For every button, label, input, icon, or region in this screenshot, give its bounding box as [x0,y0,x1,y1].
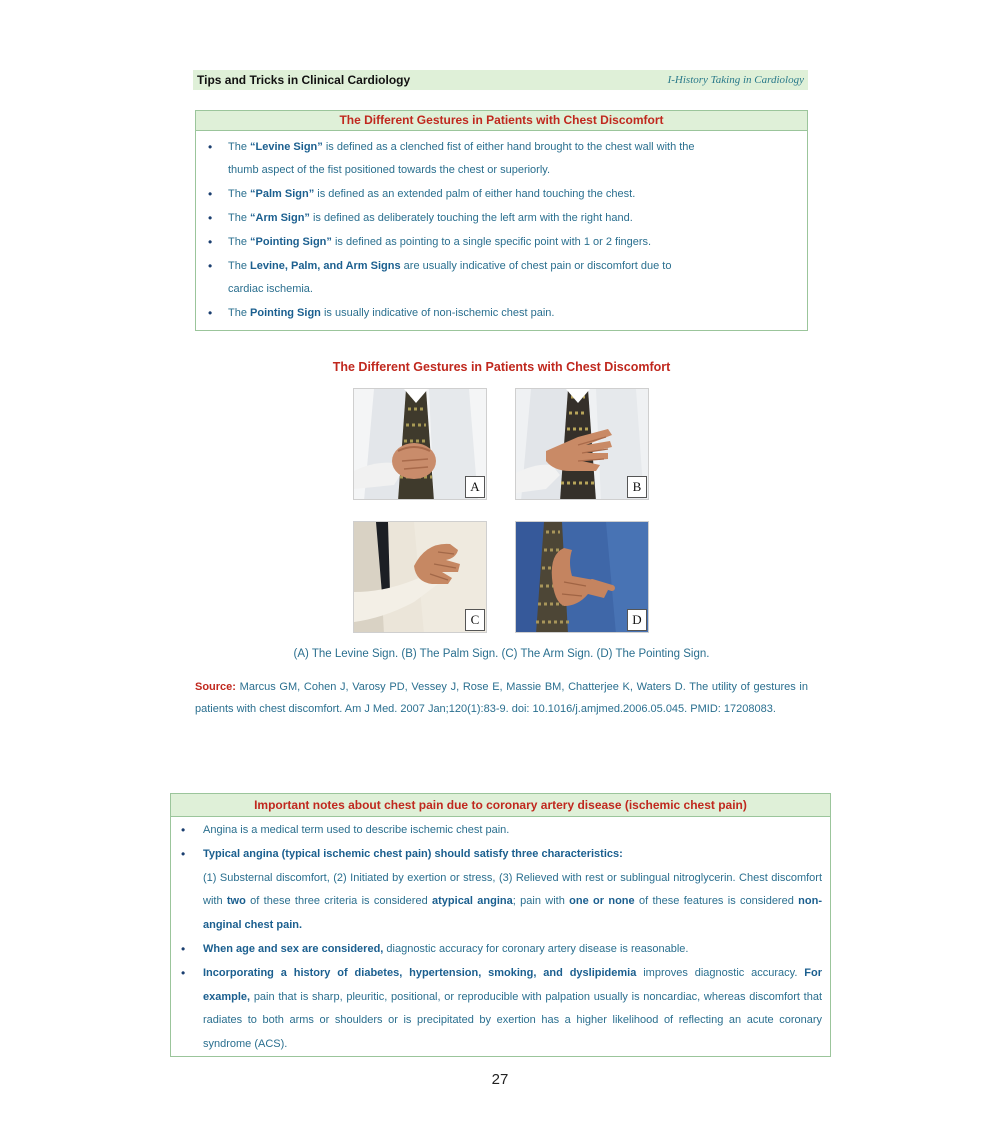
bullet-icon: • [208,306,213,320]
gestures-list [196,131,807,325]
bullet-icon: • [181,965,186,980]
list-item: • The “Arm Sign” is defined as deliberately touching the left arm with the right hand. [204,206,799,230]
panel-label-d: D [627,609,647,631]
bullet-icon: • [208,140,213,154]
gestures-info-box [195,110,808,331]
notes-box-title: Important notes about chest pain due to coronary artery disease (ischemic chest pain) [171,794,830,817]
panel-label-a: A [465,476,485,498]
arm-sign-photo [353,521,487,633]
list-item: • When age and sex are considered, diagnostic accuracy for coronary artery disease is reasonable. [179,938,822,962]
bullet-icon: • [181,846,186,861]
bullet-icon: • [181,941,186,956]
source-citation: Marcus GM, Cohen J, Varosy PD, Vessey J, Rose E, Massie BM, Chatterjee K, Waters D. The utility of gestures in patients with chest discomfort. Am J Med. 2007 Jan;120(1):83-9. doi: 10.1016/j.amjmed.2006.05.045. PMID: 17208083. [195,681,808,715]
bullet-icon: • [208,187,213,201]
gestures-box-title: The Different Gestures in Patients with Chest Discomfort [196,111,807,131]
bullet-icon: • [208,235,213,249]
pointing-sign-photo [515,521,649,633]
palm-sign-photo [515,388,649,500]
list-item: • Typical angina (typical ischemic chest pain) should satisfy three characteristics: [179,843,822,867]
list-item: • The “Levine Sign” is defined as a clenched fist of either hand brought to the chest wall with the thumb aspect of the fist positioned towards the chest or superiorly. [204,135,799,182]
bullet-icon: • [181,823,186,837]
running-header [193,70,808,90]
figure-title: The Different Gestures in Patients with Chest Discomfort [332,360,671,374]
list-item: • The “Palm Sign” is defined as an extended palm of either hand touching the chest. [204,182,799,206]
chest-pain-notes-box [170,793,831,1057]
notes-list [171,817,830,1057]
panel-label-b: B [627,476,647,498]
list-item: • The Pointing Sign is usually indicative of non-ischemic chest pain. [204,301,799,325]
levine-sign-photo [353,388,487,500]
chapter-title: I-History Taking in Cardiology [667,74,804,86]
figure-source [195,676,808,720]
page-number: 27 [491,1071,509,1088]
source-label: Source: [195,681,236,693]
bullet-icon: • [208,259,213,273]
book-title: Tips and Tricks in Clinical Cardiology [197,73,411,87]
list-item: • The “Pointing Sign” is defined as pointing to a single specific point with 1 or 2 fingers. [204,230,799,254]
list-item: • The Levine, Palm, and Arm Signs are usually indicative of chest pain or discomfort due to cardiac ischemia. [204,254,799,301]
bullet-icon: • [208,211,213,225]
list-item-continuation: (1) Substernal discomfort, (2) Initiated by exertion or stress, (3) Relieved with rest or sublingual nitroglycerin. Chest discomfort with two of these three criteria is considered atypical angina; pain with one or none of these features is considered non-anginal chest pain. [203,871,822,932]
figure-caption: (A) The Levine Sign. (B) The Palm Sign. (C) The Arm Sign. (D) The Pointing Sign. [293,648,710,660]
panel-label-c: C [465,609,485,631]
list-item: • Angina is a medical term used to describe ischemic chest pain. [179,819,822,843]
list-item: • Incorporating a history of diabetes, hypertension, smoking, and dyslipidemia improves diagnostic accuracy. For example, pain that is sharp, pleuritic, positional, or reproducible with palpation usually is noncardiac, whereas discomfort that radiates to both arms or shoulders or is precipitated by exertion has a higher likelihood of reflecting an acute coronary syndrome (ACS). [179,962,822,1057]
